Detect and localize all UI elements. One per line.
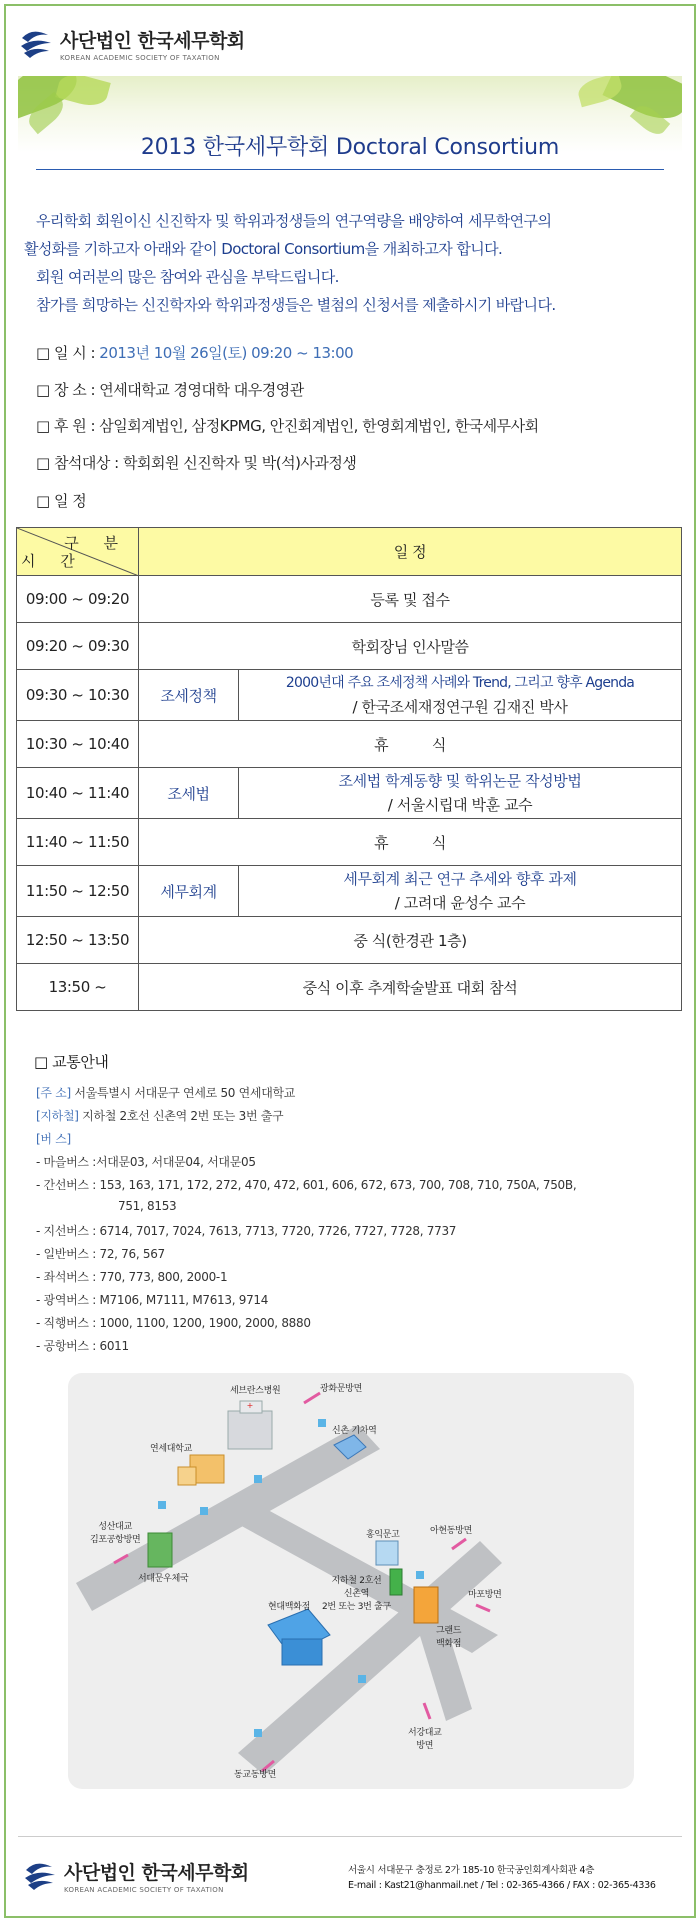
row-time: 11:50 ~ 12:50 <box>17 866 139 917</box>
table-row <box>17 964 682 1011</box>
map-label-gwanghwamun: 광화문방면 <box>320 1384 362 1394</box>
header-time: 시 간 <box>21 552 85 570</box>
map-label-donggyo: 동교동방면 <box>234 1770 276 1780</box>
bus-line: - 일반버스 : 72, 76, 567 <box>36 1247 165 1261</box>
header-division: 구 분 <box>64 534 128 552</box>
row-category: 세무회계 <box>139 866 239 917</box>
map-label-sogang: 서강대교 방면 <box>408 1728 442 1751</box>
society-logo-icon <box>22 1861 58 1891</box>
map-label-seodaemun-office: 서대문우체국 <box>138 1574 189 1584</box>
intro-line: 우리학회 회원이신 신진학자 및 학위과정생들의 연구역량을 배양하여 세무학연구의 <box>36 212 552 230</box>
info-date <box>36 342 353 363</box>
header-logo <box>18 26 245 62</box>
row-category: 조세정책 <box>139 670 239 721</box>
footer-contact: E-mail : Kast21@hanmail.net / Tel : 02-365-4366 / FAX : 02-365-4336 <box>348 1880 656 1891</box>
header-org-sub: KOREAN ACADEMIC SOCIETY OF TAXATION <box>60 54 220 62</box>
transport-label: [주 소] <box>36 1086 71 1100</box>
row-time: 09:30 ~ 10:30 <box>17 670 139 721</box>
header-schedule: 일 정 <box>139 528 682 576</box>
intro-line: 활성화를 기하고자 아래와 같이 Doctoral Consortium을 개최하고자 합니다. <box>24 240 503 258</box>
table-row <box>17 623 682 670</box>
bus-line: - 공항버스 : 6011 <box>36 1339 129 1353</box>
footer-divider <box>18 1836 682 1837</box>
info-sponsor <box>36 415 539 436</box>
info-label: □ 참석대상 : <box>36 454 119 472</box>
row-presenter: / 고려대 윤성수 교수 <box>394 894 526 912</box>
row-topic: 휴 식 <box>139 721 682 768</box>
row-topic: 조세법 학계동향 및 학위논문 작성방법 <box>338 772 582 790</box>
table-header-row <box>17 528 682 576</box>
map-label-yonsei: 연세대학교 <box>150 1444 192 1454</box>
schedule-table <box>16 527 682 1011</box>
row-time: 09:00 ~ 09:20 <box>17 576 139 623</box>
page-title: 2013 한국세무학회 Doctoral Consortium <box>140 135 560 160</box>
info-value: 연세대학교 경영대학 대우경영관 <box>99 381 304 399</box>
row-topic: 중식 이후 추계학술발표 대회 참석 <box>139 964 682 1011</box>
info-label: □ 후 원 : <box>36 417 96 435</box>
map-label-sinchon-station: 신촌 기차역 <box>332 1426 377 1436</box>
bus-line: - 좌석버스 : 770, 773, 800, 2000-1 <box>36 1270 228 1284</box>
map-label-grand: 그랜드 백화점 <box>436 1626 462 1649</box>
info-schedule-heading: □ 일 정 <box>36 492 87 510</box>
row-presenter: / 서울시립대 박훈 교수 <box>387 796 533 814</box>
row-time: 10:40 ~ 11:40 <box>17 768 139 819</box>
location-map <box>68 1373 634 1789</box>
row-presenter: / 한국조세재정연구원 김재진 박사 <box>352 698 568 716</box>
intro-line: 회원 여러분의 많은 참여와 관심을 부탁드립니다. <box>36 268 339 286</box>
row-category: 조세법 <box>139 768 239 819</box>
table-row <box>17 721 682 768</box>
map-label-ahyeon: 아현동방면 <box>430 1526 472 1536</box>
row-time: 10:30 ~ 10:40 <box>17 721 139 768</box>
info-label: □ 장 소 : <box>36 381 96 399</box>
info-value: 2013년 10월 26일(토) 09:20 ~ 13:00 <box>99 344 354 362</box>
map-label-hongik: 홍익문고 <box>366 1530 400 1540</box>
row-time: 11:40 ~ 11:50 <box>17 819 139 866</box>
map-label-severance: 세브란스병원 <box>230 1386 281 1396</box>
row-topic-cell <box>239 866 682 917</box>
bus-line: - 간선버스 : 153, 163, 171, 172, 272, 470, 472, 601, 606, 672, 673, 700, 708, 710, 750A, 750B, <box>36 1178 577 1192</box>
transport-value: 지하철 2호선 신촌역 2번 또는 3번 출구 <box>82 1109 284 1123</box>
row-time: 09:20 ~ 09:30 <box>17 623 139 670</box>
bus-line: 751, 8153 <box>118 1199 177 1213</box>
row-topic: 세무회계 최근 연구 추세와 향후 과제 <box>343 870 577 888</box>
row-topic: 학회장님 인사말씀 <box>139 623 682 670</box>
society-logo-icon <box>18 29 54 59</box>
leaf-decoration-icon <box>55 76 111 110</box>
info-attendees <box>36 452 356 473</box>
row-topic-cell <box>239 768 682 819</box>
svg-text:+: + <box>246 1401 254 1410</box>
bus-line: - 지선버스 : 6714, 7017, 7024, 7613, 7713, 7720, 7726, 7727, 7728, 7737 <box>36 1224 457 1238</box>
row-topic: 2000년대 주요 조세정책 사례와 Trend, 그리고 향후 Agenda <box>285 675 635 691</box>
row-time: 13:50 ~ <box>17 964 139 1011</box>
intro-line: 참가를 희망하는 신진학자와 학위과정생들은 별첨의 신청서를 제출하시기 바랍니다. <box>36 296 556 314</box>
header-diagonal-cell <box>17 528 139 576</box>
transport-heading: □ 교통안내 <box>34 1053 109 1071</box>
row-time: 12:50 ~ 13:50 <box>17 917 139 964</box>
table-row <box>17 768 682 819</box>
map-label-seongsan: 성산대교 김포공항방면 <box>90 1522 141 1545</box>
table-row <box>17 670 682 721</box>
title-banner <box>18 76 682 178</box>
row-topic: 등록 및 접수 <box>139 576 682 623</box>
intro-text <box>24 207 684 319</box>
footer-address: 서울시 서대문구 충정로 2가 185-10 한국공인회계사회관 4층 <box>348 1865 595 1876</box>
map-label-mapo: 마포방면 <box>468 1590 502 1600</box>
transport-value: 서울특별시 서대문구 연세로 50 연세대학교 <box>74 1086 296 1100</box>
leaf-decoration-icon <box>576 76 625 107</box>
info-label: □ 일 시 : <box>36 344 96 362</box>
title-underline <box>36 169 664 170</box>
bus-line: - 광역버스 : M7106, M7111, M7613, 9714 <box>36 1293 269 1307</box>
footer-logo <box>22 1858 249 1894</box>
map-label-exit: 지하철 2호선 신촌역 2번 또는 3번 출구 <box>322 1576 391 1612</box>
info-value: 삼일회계법인, 삼정KPMG, 안진회계법인, 한영회계법인, 한국세무사회 <box>99 417 539 435</box>
transport-label: [버 스] <box>36 1132 71 1146</box>
bus-line: - 직행버스 : 1000, 1100, 1200, 1900, 2000, 8880 <box>36 1316 311 1330</box>
info-place <box>36 379 304 400</box>
bus-line: - 마을버스 :서대문03, 서대문04, 서대문05 <box>36 1155 256 1169</box>
transport-label: [지하철] <box>36 1109 79 1123</box>
info-value: 학회회원 신진학자 및 박(석)사과정생 <box>123 454 357 472</box>
header-org-name: 사단법인 한국세무학회 <box>60 30 245 52</box>
transport-subway <box>36 1107 283 1124</box>
table-row <box>17 866 682 917</box>
row-topic: 중 식(한경관 1층) <box>139 917 682 964</box>
transport-address <box>36 1084 295 1101</box>
footer-org-name: 사단법인 한국세무학회 <box>64 1862 249 1884</box>
table-row <box>17 819 682 866</box>
footer-org-sub: KOREAN ACADEMIC SOCIETY OF TAXATION <box>64 1886 224 1894</box>
row-topic-cell <box>239 670 682 721</box>
table-row <box>17 576 682 623</box>
transport-bus-heading <box>36 1130 71 1147</box>
table-row <box>17 917 682 964</box>
map-label-hyundai: 현대백화점 <box>268 1602 310 1612</box>
row-topic: 휴 식 <box>139 819 682 866</box>
